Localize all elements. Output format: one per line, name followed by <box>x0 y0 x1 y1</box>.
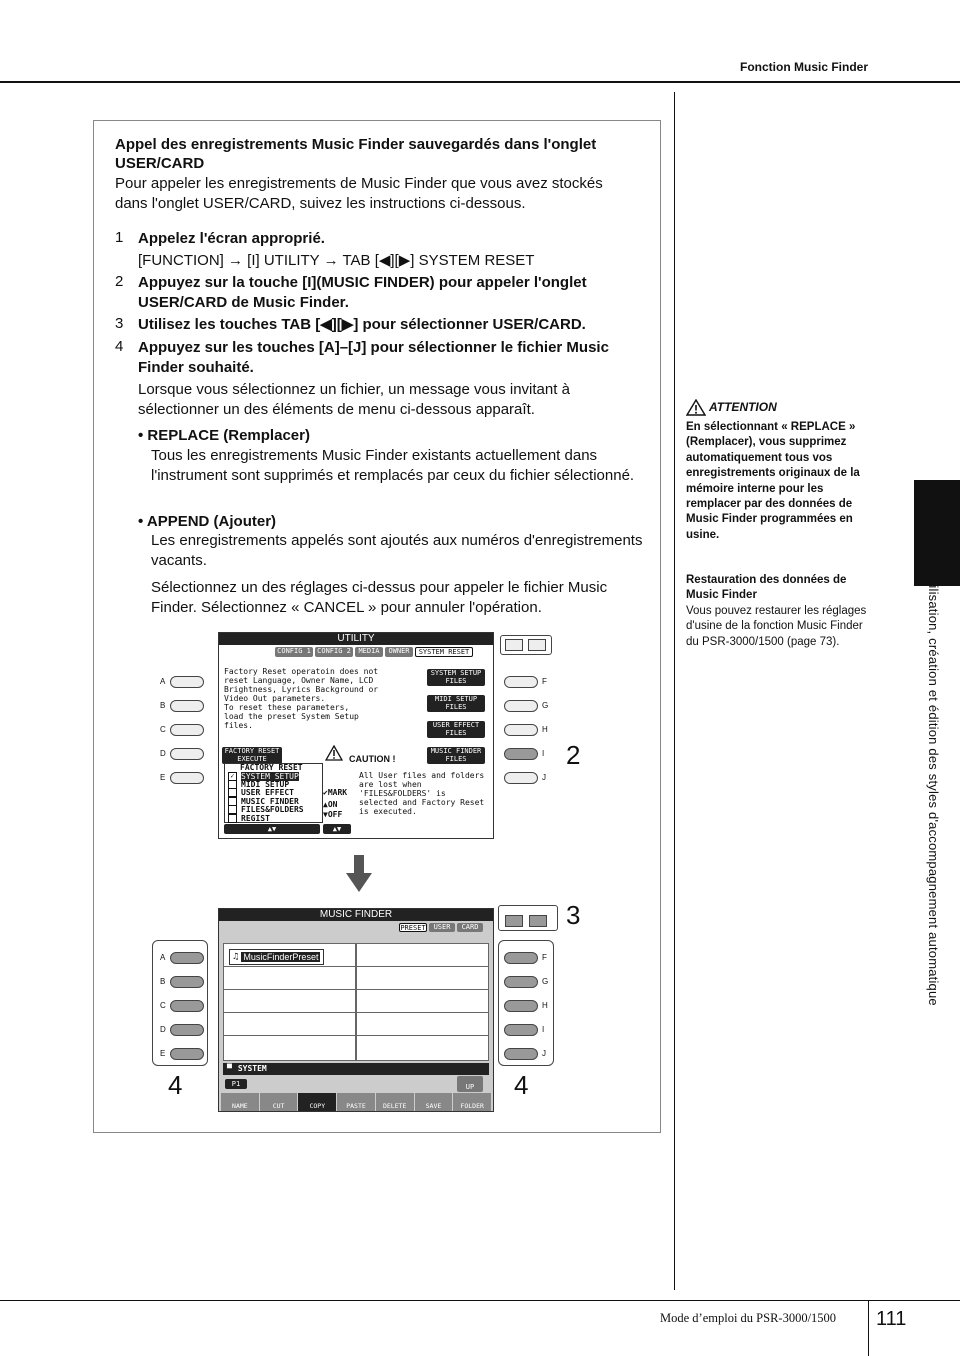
utility-screen <box>218 632 494 839</box>
bullet-title: • REPLACE (Remplacer) <box>138 427 310 444</box>
tab-system-reset[interactable]: SYSTEM RESET <box>415 647 473 657</box>
step-number: 4 <box>115 338 124 355</box>
factory-reset-list <box>224 763 323 823</box>
toolbar-name[interactable]: NAME <box>221 1093 259 1111</box>
screen-tabs <box>399 923 483 932</box>
reset-message: Factory Reset operatoin does not reset Language, Owner Name, LCD Brightness, Lyrics Background or Video Out parameters. To reset these parameters, load the preset System Setup files. <box>224 667 379 730</box>
closing-text: Sélectionnez un des réglages ci-dessus pour appeler le fichier Music Finder. Sélectionnez « CANCEL » pour annuler l'opération. <box>151 579 608 616</box>
caution-text: All User files and folders are lost when 'FILES&FOLDERS' is selected and Factory Reset is executed. <box>359 771 485 816</box>
system-setup-files-button[interactable]: SYSTEM SETUP FILES <box>427 669 485 686</box>
toolbar <box>221 1093 491 1111</box>
button-g[interactable] <box>504 700 538 712</box>
file-slot-c[interactable] <box>223 989 356 1013</box>
caution-title: CAUTION ! <box>349 754 396 764</box>
file-name: MusicFinderPreset <box>243 952 319 962</box>
tab-card[interactable]: CARD <box>457 923 483 932</box>
button-a[interactable] <box>170 676 204 688</box>
button-label-g: G <box>542 977 549 986</box>
tab-media[interactable]: MEDIA <box>355 647 383 657</box>
button-label-h: H <box>542 1001 548 1010</box>
file-slot-e[interactable] <box>223 1035 356 1061</box>
chapter-tab-label: Utilisation, création et édition des styles d'accompagnement automatique <box>926 572 941 1006</box>
step-number: 3 <box>115 315 124 332</box>
step-title: Utilisez les touches TAB [◀][▶] pour sélectionner USER/CARD. <box>138 316 586 333</box>
button-j[interactable] <box>504 772 538 784</box>
button-label-e: E <box>160 1049 166 1058</box>
button-label-b: B <box>160 977 166 986</box>
tab-left-button[interactable] <box>505 639 523 651</box>
music-file-icon: ♫ <box>233 952 239 962</box>
callout-number: 2 <box>566 740 581 770</box>
toolbar-cut[interactable]: CUT <box>260 1093 298 1111</box>
tab-user[interactable]: USER <box>429 923 455 932</box>
music-finder-screen <box>218 908 494 1112</box>
file-slot-a[interactable] <box>223 943 356 967</box>
folder-icon: ▀ <box>227 1064 232 1073</box>
footer-rule <box>0 1300 960 1301</box>
tab-owner[interactable]: OWNER <box>385 647 413 657</box>
caution-icon <box>325 745 343 761</box>
callout-number: 4 <box>168 1070 183 1100</box>
step-number: 2 <box>115 273 124 290</box>
button-e[interactable] <box>170 772 204 784</box>
list-item[interactable]: USER EFFECT <box>228 789 304 797</box>
on-label: ▲ON <box>323 800 338 809</box>
button-f[interactable] <box>504 676 538 688</box>
tab-left-button[interactable] <box>505 915 523 927</box>
arrow-down-icon <box>346 855 372 893</box>
file-slot-h[interactable] <box>356 989 489 1013</box>
button-label-j: J <box>542 773 546 782</box>
toolbar-save[interactable]: SAVE <box>415 1093 453 1111</box>
box-intro: Pour appeler les enregistrements de Music Finder que vous avez stockés dans l'onglet USER/CARD, suivez les instructions ci-dessous. <box>115 175 603 212</box>
callout-number: 3 <box>566 900 581 930</box>
chapter-tab-label-wrap <box>900 572 940 1032</box>
button-f[interactable] <box>504 952 538 964</box>
chapter-tab <box>914 480 960 586</box>
button-j[interactable] <box>504 1048 538 1060</box>
screen-title: MUSIC FINDER <box>219 909 493 921</box>
attention-icon <box>686 399 706 416</box>
file-item[interactable] <box>229 949 324 965</box>
bullet-text: Les enregistrements appelés sont ajoutés aux numéros d'enregistrements vacants. <box>151 532 643 569</box>
music-finder-files-button[interactable]: MUSIC FINDER FILES <box>427 747 485 764</box>
midi-setup-files-button[interactable]: MIDI SETUP FILES <box>427 695 485 712</box>
step-number: 1 <box>115 229 124 246</box>
page-indicator[interactable]: P1 <box>225 1079 247 1089</box>
button-label-a: A <box>160 677 166 686</box>
folder-name: SYSTEM <box>237 1064 267 1073</box>
bullet-text: Tous les enregistrements Music Finder existants actuellement dans l'instrument sont supprimés et remplacés par ceux du fichier sélectionné. <box>151 447 635 484</box>
step-title: Appelez l'écran approprié. <box>138 230 325 247</box>
tab-preset[interactable]: PRESET <box>400 924 426 932</box>
button-label-i: I <box>542 749 545 758</box>
onoff-arrows-button[interactable]: ▲▼ <box>323 824 351 834</box>
list-title: FACTORY RESET <box>240 763 303 772</box>
tab-config2[interactable]: CONFIG 2 <box>315 647 353 657</box>
button-label-h: H <box>542 725 548 734</box>
button-b[interactable] <box>170 976 204 988</box>
tab-right-button[interactable] <box>529 915 547 927</box>
list-items <box>228 772 304 822</box>
tab-config1[interactable]: CONFIG 1 <box>275 647 313 657</box>
button-label-e: E <box>160 773 166 782</box>
tab-right-button[interactable] <box>528 639 546 651</box>
toolbar-copy[interactable]: COPY <box>298 1093 336 1111</box>
button-i[interactable] <box>504 748 538 760</box>
file-slot-i[interactable] <box>356 1012 489 1036</box>
page-number: 111 <box>876 1308 907 1330</box>
button-g[interactable] <box>504 976 538 988</box>
bullet-title: • APPEND (Ajouter) <box>138 513 277 530</box>
factory-reset-execute-button[interactable]: FACTORY RESET EXECUTE <box>222 747 282 764</box>
button-label-d: D <box>160 749 166 758</box>
header-rule <box>0 81 960 83</box>
off-label: ▼OFF <box>323 810 343 819</box>
toolbar-paste[interactable]: PASTE <box>337 1093 375 1111</box>
button-c[interactable] <box>170 724 204 736</box>
button-b[interactable] <box>170 700 204 712</box>
callout-number: 4 <box>514 1070 529 1100</box>
toolbar-folder[interactable]: FOLDER <box>453 1093 491 1111</box>
step-title: Appuyez sur les touches [A]–[J] pour sélectionner le fichier Music Finder souhaité. <box>138 339 609 376</box>
button-label-i: I <box>542 1025 545 1034</box>
list-item[interactable]: ✓ SYSTEM SETUP <box>228 772 304 780</box>
mark-label: ✔MARK <box>323 788 348 797</box>
attention-title: ATTENTION <box>709 400 777 414</box>
button-e[interactable] <box>170 1048 204 1060</box>
button-h[interactable] <box>504 724 538 736</box>
button-d[interactable] <box>170 1024 204 1036</box>
button-i[interactable] <box>504 1024 538 1036</box>
button-label-c: C <box>160 725 166 734</box>
button-label-g: G <box>542 701 549 710</box>
attention-text: En sélectionnant « REPLACE » (Remplacer), vous supprimez automatiquement tous vos enregistrements originaux de la mémoire interne pour les remplacer par des données de Music Finder programmées en usine. <box>686 421 860 541</box>
button-label-c: C <box>160 1001 166 1010</box>
button-h[interactable] <box>504 1000 538 1012</box>
button-label-f: F <box>542 953 547 962</box>
user-effect-files-button[interactable]: USER EFFECT FILES <box>427 721 485 738</box>
step-detail: [FUNCTION] → [I] UTILITY → TAB [◀][▶] SYSTEM RESET <box>138 252 535 269</box>
column-divider <box>674 92 675 1290</box>
file-slot-d[interactable] <box>223 1012 356 1036</box>
file-slot-g[interactable] <box>356 966 489 990</box>
file-slot-f[interactable] <box>356 943 489 967</box>
file-slot-j[interactable] <box>356 1035 489 1061</box>
button-label-f: F <box>542 677 547 686</box>
file-slot-b[interactable] <box>223 966 356 990</box>
button-d[interactable] <box>170 748 204 760</box>
file-grid <box>223 943 489 1061</box>
list-arrows-button[interactable]: ▲▼ <box>224 824 320 834</box>
button-label-b: B <box>160 701 166 710</box>
box-title: Appel des enregistrements Music Finder sauvegardés dans l'onglet USER/CARD <box>115 136 597 172</box>
button-label-d: D <box>160 1025 166 1034</box>
button-c[interactable] <box>170 1000 204 1012</box>
note-title: Restauration des données de Music Finder <box>686 574 847 602</box>
footer-divider <box>868 1300 869 1356</box>
list-item[interactable]: REGIST <box>228 814 304 822</box>
screen-tabs <box>275 647 473 657</box>
list-item[interactable]: MIDI SETUP <box>228 780 304 788</box>
up-button[interactable]: UP <box>457 1076 483 1092</box>
step-title: Appuyez sur la touche [I](MUSIC FINDER) pour appeler l'onglet USER/CARD de Music Finder. <box>138 274 587 311</box>
footer-manual: Mode d’emploi du PSR-3000/1500 <box>660 1311 837 1325</box>
note-text: Vous pouvez restaurer les réglages d'usine de la fonction Music Finder du PSR-3000/1500 (page 73). <box>686 605 867 648</box>
toolbar-delete[interactable]: DELETE <box>376 1093 414 1111</box>
tab-buttons[interactable] <box>498 905 558 931</box>
button-label-a: A <box>160 953 166 962</box>
button-label-j: J <box>542 1049 546 1058</box>
folder-bar <box>223 1063 489 1075</box>
screen-title: UTILITY <box>219 633 493 645</box>
button-a[interactable] <box>170 952 204 964</box>
list-item[interactable]: FILES&FOLDERS <box>228 806 304 814</box>
step-detail: Lorsque vous sélectionnez un fichier, un message vous invitant à sélectionner un des éléments de menu ci-dessous apparaît. <box>138 381 570 418</box>
list-item[interactable]: MUSIC FINDER <box>228 797 304 805</box>
section-header: Fonction Music Finder <box>740 60 868 74</box>
tab-buttons[interactable] <box>500 635 552 655</box>
